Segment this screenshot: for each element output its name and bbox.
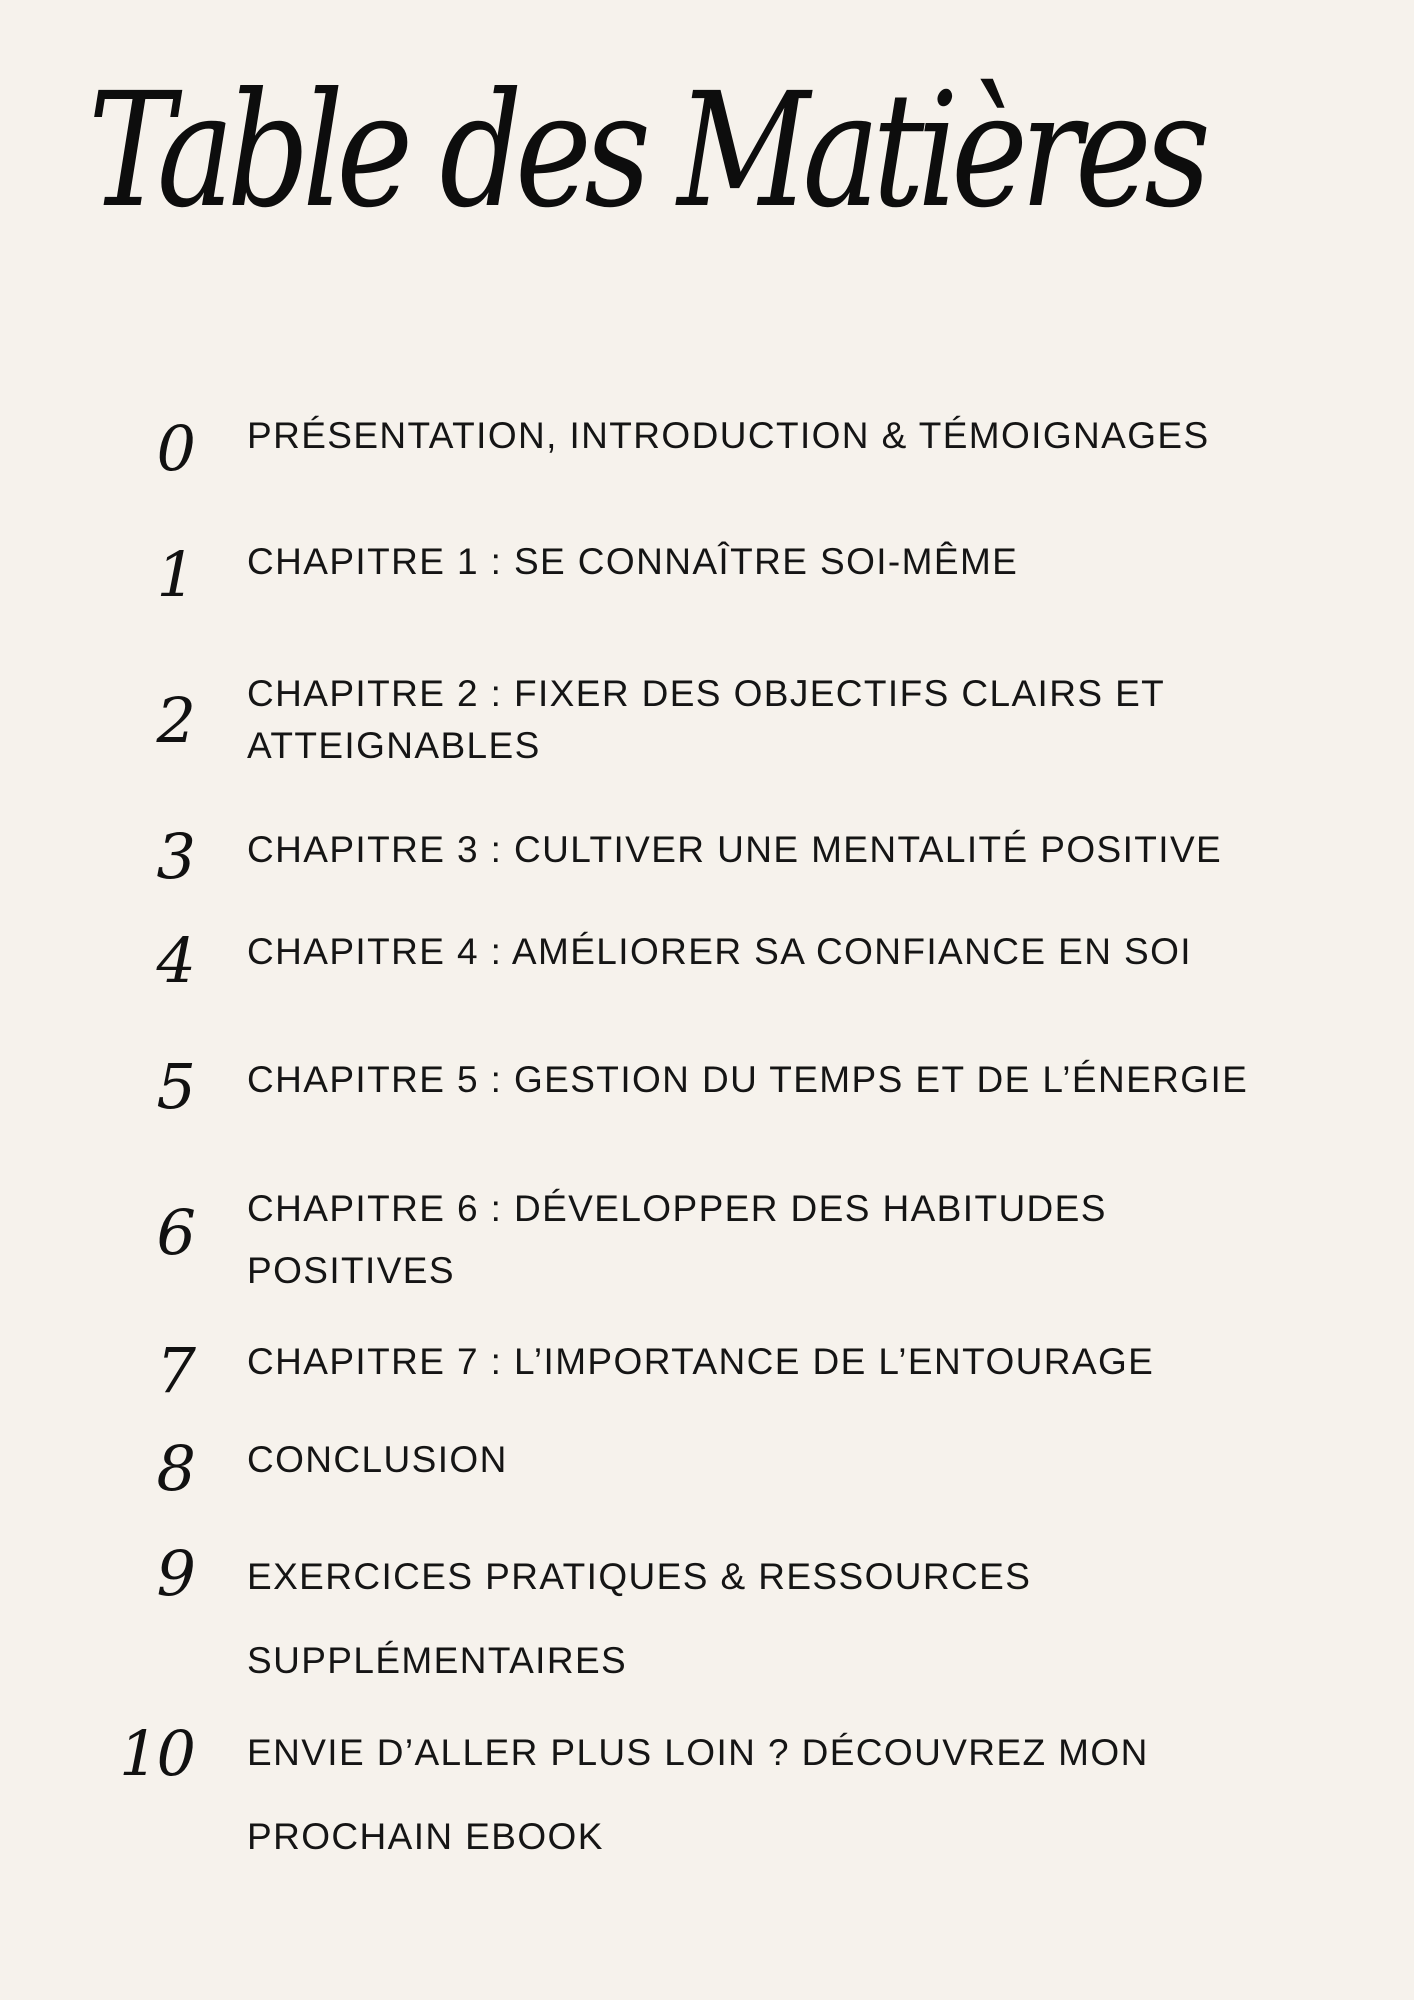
toc-title <box>247 1336 1287 1388</box>
toc-title-line: PROCHAIN EBOOK <box>247 1816 604 1857</box>
toc-title-line: CHAPITRE 7 : L’IMPORTANCE DE L’ENTOURAGE <box>247 1341 1155 1382</box>
toc-title <box>247 1178 1287 1302</box>
toc-title <box>247 824 1287 876</box>
toc-number: 6 <box>156 1196 194 1269</box>
toc-title-line: ENVIE D’ALLER PLUS LOIN ? DÉCOUVREZ MON <box>247 1732 1149 1773</box>
toc-title <box>247 1711 1287 1879</box>
toc-title-line: CHAPITRE 5 : GESTION DU TEMPS ET DE L’ÉNERGIE <box>247 1059 1249 1100</box>
toc-title-line: SUPPLÉMENTAIRES <box>247 1640 628 1681</box>
toc-title-line: CHAPITRE 1 : SE CONNAÎTRE SOI-MÊME <box>247 541 1019 582</box>
toc-title-line: CHAPITRE 3 : CULTIVER UNE MENTALITÉ POSITIVE <box>247 829 1223 870</box>
toc-number: 2 <box>156 684 194 757</box>
toc-title <box>247 410 1287 462</box>
toc-title <box>247 1535 1287 1703</box>
toc-title-line: CHAPITRE 2 : FIXER DES OBJECTIFS CLAIRS ET <box>247 673 1166 714</box>
toc-number: 4 <box>156 924 194 997</box>
toc-number: 7 <box>156 1334 194 1407</box>
toc-number: 1 <box>156 538 194 611</box>
toc-number: 9 <box>156 1537 194 1610</box>
page-title: Table des Matières <box>88 59 1204 243</box>
toc-title-line: CHAPITRE 6 : DÉVELOPPER DES HABITUDES <box>247 1188 1107 1229</box>
toc-title <box>247 536 1287 588</box>
toc-number: 10 <box>119 1717 194 1790</box>
toc-title <box>247 926 1287 978</box>
toc-title-line: PRÉSENTATION, INTRODUCTION & TÉMOIGNAGES <box>247 415 1210 456</box>
toc-title-line: CHAPITRE 4 : AMÉLIORER SA CONFIANCE EN SOI <box>247 931 1192 972</box>
toc-number: 8 <box>156 1432 194 1505</box>
toc-title <box>247 1434 1287 1486</box>
toc-title-line: ATTEIGNABLES <box>247 725 541 766</box>
toc-title-line: CONCLUSION <box>247 1439 508 1480</box>
toc-number: 5 <box>156 1050 194 1123</box>
toc-title <box>247 668 1287 772</box>
toc-title-line: POSITIVES <box>247 1250 455 1291</box>
toc-title <box>247 1054 1287 1106</box>
toc-number: 0 <box>156 412 194 485</box>
toc-title-line: EXERCICES PRATIQUES & RESSOURCES <box>247 1556 1032 1597</box>
toc-number: 3 <box>156 820 194 893</box>
